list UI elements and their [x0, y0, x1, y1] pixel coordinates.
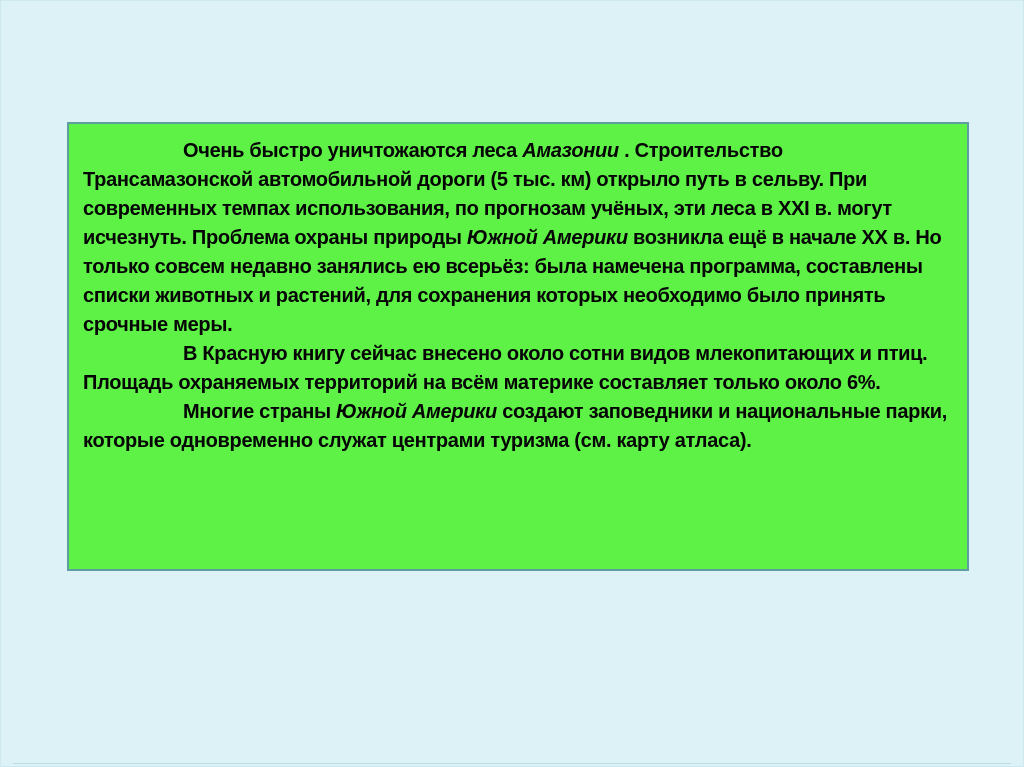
- paragraph: [83, 137, 951, 340]
- text-run: создают заповедники и национальные парки, которые одновременно служат центрами туризма (см. карту атласа).: [83, 401, 948, 452]
- bottom-edge-line: [13, 763, 1011, 764]
- text-run: возникла ещё в начале XX в. Но только совсем недавно занялись ею всерьёз: была намечена программа, составлены списки животных и растений, для сохранения которых необходимо было принять срочные меры.: [83, 227, 942, 336]
- paragraphs: [83, 137, 951, 456]
- text-run: Очень быстро уничтожаются леса: [183, 140, 523, 162]
- paragraph: [83, 398, 951, 456]
- text-run: Многие страны: [183, 401, 337, 423]
- text-run: В Красную книгу сейчас внесено около сотни видов млекопитающих и птиц. Площадь охраняемых территорий на всём материке составляет только около 6%.: [83, 343, 928, 394]
- text-box: [67, 122, 969, 571]
- italic-text-run: Южной Америки: [466, 227, 628, 249]
- text-run: . Строительство Трансамазонской автомобильной дороги (5 тыс. км) открыло путь в сельву. При современных темпах использования, по прогнозам учёных, эти леса в XXI в. могут исчезнуть. Проблема охраны природы: [83, 140, 892, 249]
- italic-text-run: Южной Америки: [336, 401, 497, 423]
- italic-text-run: Амазонии: [522, 140, 619, 162]
- paragraph: [83, 340, 951, 398]
